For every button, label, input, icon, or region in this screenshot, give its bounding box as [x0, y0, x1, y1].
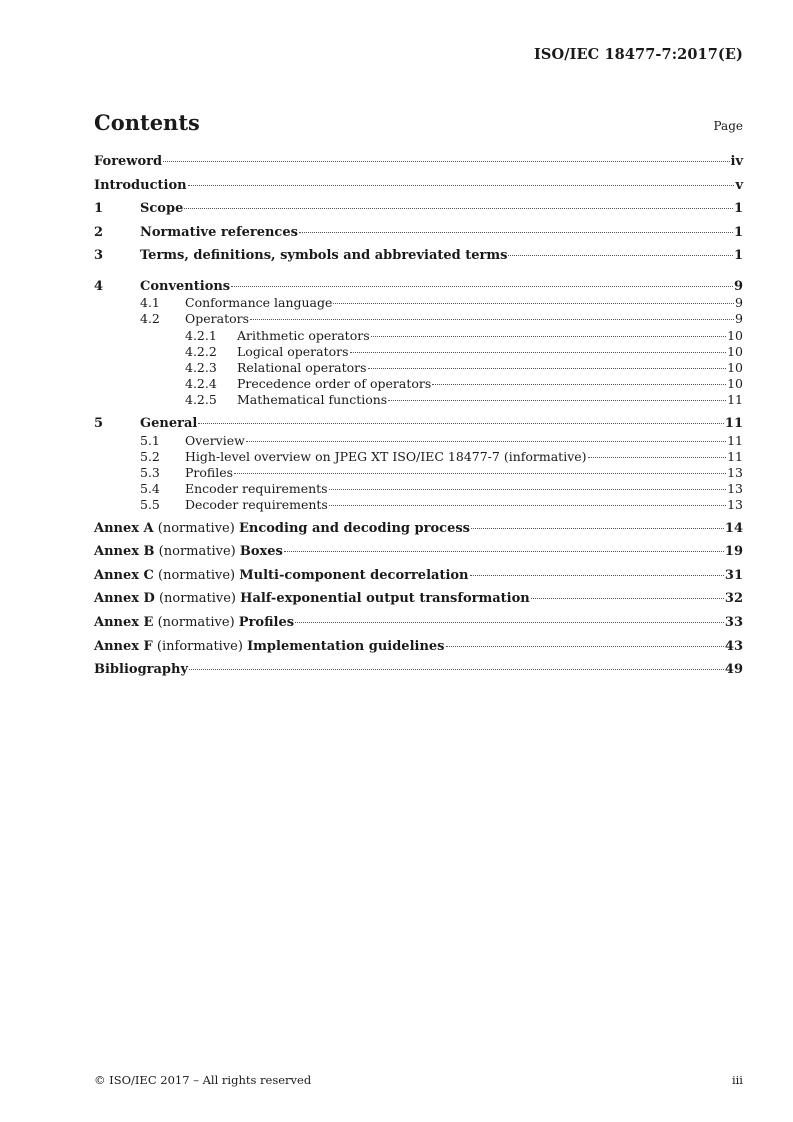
toc-number: 4.2 [140, 311, 160, 327]
dot-leader [350, 352, 727, 353]
dot-leader [163, 161, 729, 162]
dot-leader [432, 384, 726, 385]
toc-number: 5.1 [140, 432, 160, 448]
toc-entry-annex-c[interactable] [94, 568, 743, 592]
dot-leader [246, 441, 726, 442]
toc-entry-section-1[interactable] [94, 201, 743, 225]
toc-page-number: 10 [727, 376, 743, 392]
toc-entry-section-4-2-4[interactable] [94, 376, 743, 392]
toc-entry-section-3[interactable] [94, 248, 743, 272]
toc-label: Overview [185, 432, 245, 448]
annex-prefix: Annex E [94, 614, 154, 630]
toc-label [94, 521, 470, 536]
toc-label: Normative references [140, 224, 298, 240]
page-footer [94, 1073, 743, 1087]
toc-entry-introduction[interactable] [94, 178, 743, 202]
toc-number: 5.3 [140, 465, 160, 481]
toc-page-number: 9 [733, 278, 743, 294]
toc-number: 4 [94, 278, 104, 294]
toc-number: 5.5 [140, 497, 160, 513]
dot-leader [189, 669, 724, 670]
dot-leader [299, 232, 733, 233]
toc-number: 3 [94, 248, 104, 264]
annex-kind: (normative) [157, 614, 235, 630]
toc-entry-foreword[interactable] [94, 154, 743, 178]
toc-number: 5.2 [140, 448, 160, 464]
annex-title: Half-exponential output transformation [240, 591, 530, 607]
toc-entry-annex-a[interactable] [94, 521, 743, 545]
dot-leader [184, 208, 733, 209]
dot-leader [333, 303, 734, 304]
annex-prefix: Annex F [94, 638, 153, 654]
toc-page-number: 9 [735, 295, 743, 311]
toc-entry-annex-b[interactable] [94, 544, 743, 568]
dot-leader [471, 528, 724, 529]
annex-prefix: Annex A [94, 520, 154, 536]
toc-entry-annex-d[interactable] [94, 591, 743, 615]
toc-label: Foreword [94, 154, 163, 169]
toc-page-number: 1 [733, 201, 743, 217]
toc-page-number: 19 [724, 544, 743, 560]
annex-title: Boxes [239, 544, 283, 560]
toc-label: General [140, 416, 198, 432]
toc-label [94, 544, 283, 559]
toc-number: 2 [94, 224, 104, 240]
toc-label [94, 568, 469, 583]
toc-page-number: 13 [727, 481, 743, 497]
dot-leader [231, 286, 733, 287]
toc-label: Relational operators [237, 359, 367, 375]
toc-number: 4.2.1 [185, 327, 217, 343]
annex-kind: (normative) [158, 567, 236, 583]
toc-label [94, 615, 294, 630]
dot-leader [508, 255, 732, 256]
toc-label: Arithmetic operators [237, 327, 370, 343]
toc-entry-section-5-1[interactable] [94, 433, 743, 449]
toc-number: 5.4 [140, 481, 160, 497]
dot-leader [388, 400, 726, 401]
annex-title: Encoding and decoding process [238, 520, 470, 536]
annex-title: Multi-component decorrelation [239, 567, 469, 583]
toc-label: Logical operators [237, 343, 349, 359]
toc-number: 4.2.3 [185, 359, 217, 375]
toc-label: Conventions [140, 278, 231, 294]
toc-entry-section-4-2[interactable] [94, 311, 743, 327]
toc-page-number: 43 [724, 638, 743, 654]
toc-number: 4.2.4 [185, 376, 217, 392]
dot-leader [371, 336, 726, 337]
toc-label: Introduction [94, 177, 187, 193]
toc-page-number: 33 [724, 614, 743, 630]
toc-page-number: 1 [733, 248, 743, 264]
toc-page-number: 10 [727, 327, 743, 343]
toc-page-number: 10 [727, 359, 743, 375]
toc-page-number: 11 [727, 432, 743, 448]
toc-number: 4.1 [140, 295, 160, 311]
toc-label [94, 591, 530, 606]
toc-entry-annex-f[interactable] [94, 639, 743, 663]
dot-leader [250, 319, 734, 320]
annex-title: Implementation guidelines [247, 638, 445, 654]
toc-label [94, 639, 445, 654]
toc-entry-section-5-4[interactable] [94, 481, 743, 497]
toc-entry-section-4-2-1[interactable] [94, 328, 743, 344]
toc-page-number: 13 [727, 497, 743, 513]
dot-leader [284, 551, 724, 552]
toc-label: Conformance language [185, 295, 333, 311]
toc-page-number: 11 [724, 416, 743, 432]
page-title: Contents [94, 110, 200, 135]
toc-label: Operators [185, 311, 250, 327]
toc-label: Profiles [185, 465, 234, 481]
toc-page-number: 9 [735, 311, 743, 327]
document-id: ISO/IEC 18477-7:2017(E) [534, 46, 743, 63]
toc-label: Bibliography [94, 662, 189, 678]
annex-kind: (normative) [157, 520, 235, 536]
toc-page-number: 10 [727, 343, 743, 359]
annex-kind: (normative) [158, 591, 237, 607]
dot-leader [329, 505, 726, 506]
toc-number: 4.2.2 [185, 343, 217, 359]
toc-page-number: 14 [724, 520, 743, 536]
dot-leader [329, 489, 727, 490]
annex-prefix: Annex C [94, 567, 154, 583]
toc-entry-section-4-1[interactable] [94, 295, 743, 311]
dot-leader [368, 368, 727, 369]
page-column-label: Page [713, 119, 743, 133]
toc-label: Mathematical functions [237, 392, 388, 408]
toc-label: Terms, definitions, symbols and abbreviated terms [140, 248, 508, 264]
toc-page-number: v [735, 177, 743, 193]
dot-leader [188, 185, 735, 186]
toc-page-number: 49 [724, 662, 743, 678]
toc-entry-section-5[interactable] [94, 416, 743, 432]
toc-entry-section-4-2-3[interactable] [94, 360, 743, 376]
annex-kind: (informative) [156, 638, 243, 654]
toc-entry-annex-e[interactable] [94, 615, 743, 639]
title-row [94, 110, 743, 135]
toc-label: Precedence order of operators [237, 376, 432, 392]
toc-entry-section-4[interactable] [94, 279, 743, 295]
toc-label: High-level overview on JPEG XT ISO/IEC 18477-7 (informative) [185, 448, 587, 464]
toc-page-number: 31 [724, 567, 743, 583]
toc-number: 4.2.5 [185, 392, 217, 408]
dot-leader [446, 646, 724, 647]
toc-entry-section-5-3[interactable] [94, 465, 743, 481]
dot-leader [234, 473, 726, 474]
dot-leader [588, 457, 727, 458]
toc-page-number: 32 [724, 591, 743, 607]
annex-prefix: Annex D [94, 591, 155, 607]
toc-page-number: 13 [727, 465, 743, 481]
toc-page-number: 11 [727, 448, 743, 464]
table-of-contents [94, 154, 743, 686]
dot-leader [198, 423, 724, 424]
annex-prefix: Annex B [94, 544, 155, 560]
toc-page-number: 11 [727, 392, 743, 408]
toc-label: Decoder requirements [185, 497, 328, 513]
toc-entry-section-2[interactable] [94, 225, 743, 249]
toc-number: 5 [94, 416, 104, 432]
toc-label: Scope [140, 201, 184, 217]
toc-entry-bibliography[interactable] [94, 662, 743, 686]
toc-entry-section-4-2-5[interactable] [94, 392, 743, 408]
copyright-notice: © ISO/IEC 2017 – All rights reserved [94, 1073, 312, 1087]
annex-title: Profiles [238, 614, 295, 630]
toc-entry-section-4-2-2[interactable] [94, 344, 743, 360]
toc-page-number: iv [730, 154, 743, 169]
dot-leader [470, 575, 724, 576]
toc-label: Encoder requirements [185, 481, 328, 497]
dot-leader [295, 622, 724, 623]
toc-number: 1 [94, 201, 104, 217]
toc-page-number: 1 [733, 224, 743, 240]
toc-entry-section-5-5[interactable] [94, 497, 743, 513]
annex-kind: (normative) [158, 544, 236, 560]
page-number: iii [731, 1073, 743, 1087]
toc-entry-section-5-2[interactable] [94, 449, 743, 465]
dot-leader [531, 598, 724, 599]
